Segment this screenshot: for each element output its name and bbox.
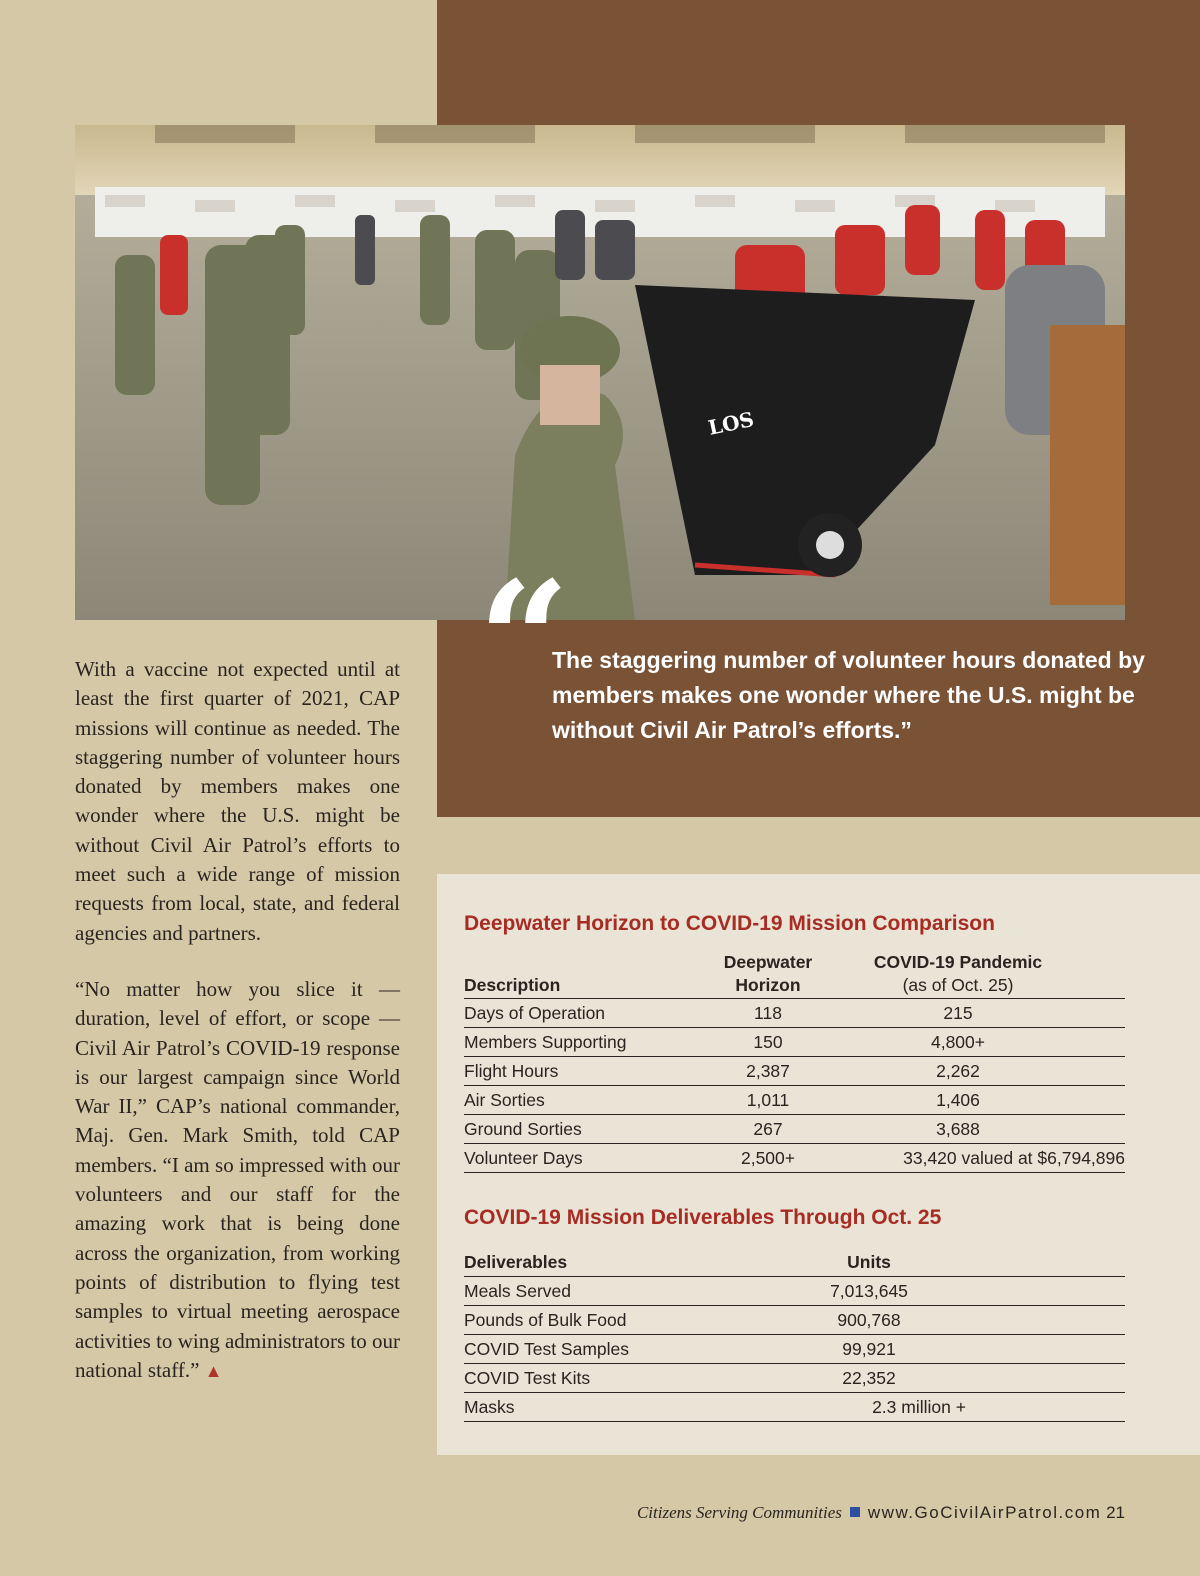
row-deepwater: 2,387 xyxy=(746,1061,790,1081)
table-row xyxy=(464,1393,1125,1422)
row-covid: 4,800+ xyxy=(930,1032,985,1052)
header-covid-line1: COVID-19 Pandemic xyxy=(873,952,1043,972)
row-description: Volunteer Days xyxy=(464,1148,583,1168)
table-row xyxy=(464,1028,1125,1057)
comparison-table-header xyxy=(464,950,1125,999)
row-units: 7,013,645 xyxy=(830,1281,908,1301)
comparison-table xyxy=(464,950,1125,1173)
row-deepwater: 2,500+ xyxy=(740,1148,795,1168)
row-deepwater: 1,011 xyxy=(746,1090,790,1110)
row-description: Flight Hours xyxy=(464,1061,559,1081)
end-triangle-icon: ▲ xyxy=(204,1360,223,1381)
table-row xyxy=(464,1057,1125,1086)
table-row xyxy=(464,1086,1125,1115)
body-paragraph-2 xyxy=(75,975,400,1386)
row-units: 2.3 million + xyxy=(872,1397,966,1417)
header-description: Description xyxy=(464,975,561,995)
row-item: Meals Served xyxy=(464,1281,571,1301)
row-covid: 215 xyxy=(943,1003,973,1023)
svg-text:LOS: LOS xyxy=(706,406,756,440)
deliverables-table xyxy=(464,1248,1125,1422)
table-row xyxy=(464,1144,1125,1173)
table-row xyxy=(464,1277,1125,1306)
table-row xyxy=(464,1306,1125,1335)
row-deepwater: 118 xyxy=(754,1003,782,1023)
comparison-table-title: Deepwater Horizon to COVID-19 Mission Comparison xyxy=(464,912,995,935)
table-row xyxy=(464,1364,1125,1393)
row-deepwater: 150 xyxy=(753,1032,783,1052)
header-deliverables: Deliverables xyxy=(464,1252,568,1272)
header-deepwater-line2: Horizon xyxy=(735,975,801,995)
row-description: Ground Sorties xyxy=(464,1119,582,1139)
row-description: Days of Operation xyxy=(464,1003,606,1023)
square-bullet-icon xyxy=(850,1507,860,1517)
deliverables-table-header xyxy=(464,1248,1125,1277)
row-item: COVID Test Kits xyxy=(464,1368,591,1388)
body-paragraph-2-text: “No matter how you slice it — duration, level of effort, or scope — Civil Air Patrol’s COVID-19 response is our largest campaign since World War II,” CAP’s national commander, Maj. Gen. Mark Smith, told CAP members. “I am so impressed with our volunteers and our staff for the amazing work that is being done across the organization, from working points of distribution to flying test samples to virtual meeting aerospace activities to wing administrators to our national staff.” xyxy=(75,977,400,1382)
table-row xyxy=(464,1115,1125,1144)
footer-url[interactable]: www.GoCivilAirPatrol.com xyxy=(867,1503,1102,1522)
table-row xyxy=(464,1335,1125,1364)
row-covid: 2,262 xyxy=(936,1061,980,1081)
header-deepwater-line1: Deepwater xyxy=(723,952,813,972)
footer-tagline: Citizens Serving Communities xyxy=(636,1503,842,1522)
table-row xyxy=(464,999,1125,1028)
row-deepwater: 267 xyxy=(753,1119,783,1139)
page-footer xyxy=(637,1503,1125,1523)
row-units: 22,352 xyxy=(842,1368,896,1388)
row-description: Members Supporting xyxy=(464,1032,627,1052)
header-covid-line2: (as of Oct. 25) xyxy=(902,975,1014,995)
body-paragraph-1: With a vaccine not expected until at least the first quarter of 2021, CAP missions will continue as needed. The staggering number of volunteer hours donated by members makes one wonder where the U.S. might be without Civil Air Patrol’s efforts to meet such a wide range of mission requests from local, state, and federal agencies and partners. xyxy=(75,657,400,945)
pull-quote: The staggering number of volunteer hours donated by members makes one wonder where the U.S. might be without Civil Air Patrol’s efforts.” xyxy=(552,647,1145,743)
row-covid: 3,688 xyxy=(936,1119,980,1139)
row-covid: 33,420 valued at $6,794,896 xyxy=(903,1148,1125,1168)
quote-mark-icon: “ xyxy=(478,546,571,734)
row-covid: 1,406 xyxy=(936,1090,980,1110)
row-item: Masks xyxy=(464,1397,515,1417)
page-number: 21 xyxy=(1106,1503,1125,1522)
row-units: 900,768 xyxy=(837,1310,901,1330)
volunteers-warehouse-photo xyxy=(75,125,1125,620)
header-units: Units xyxy=(847,1252,891,1272)
row-units: 99,921 xyxy=(842,1339,896,1359)
deliverables-table-title: COVID-19 Mission Deliverables Through Oct. 25 xyxy=(464,1206,942,1229)
row-item: COVID Test Samples xyxy=(464,1339,630,1359)
row-description: Air Sorties xyxy=(464,1090,545,1110)
row-item: Pounds of Bulk Food xyxy=(464,1310,627,1330)
